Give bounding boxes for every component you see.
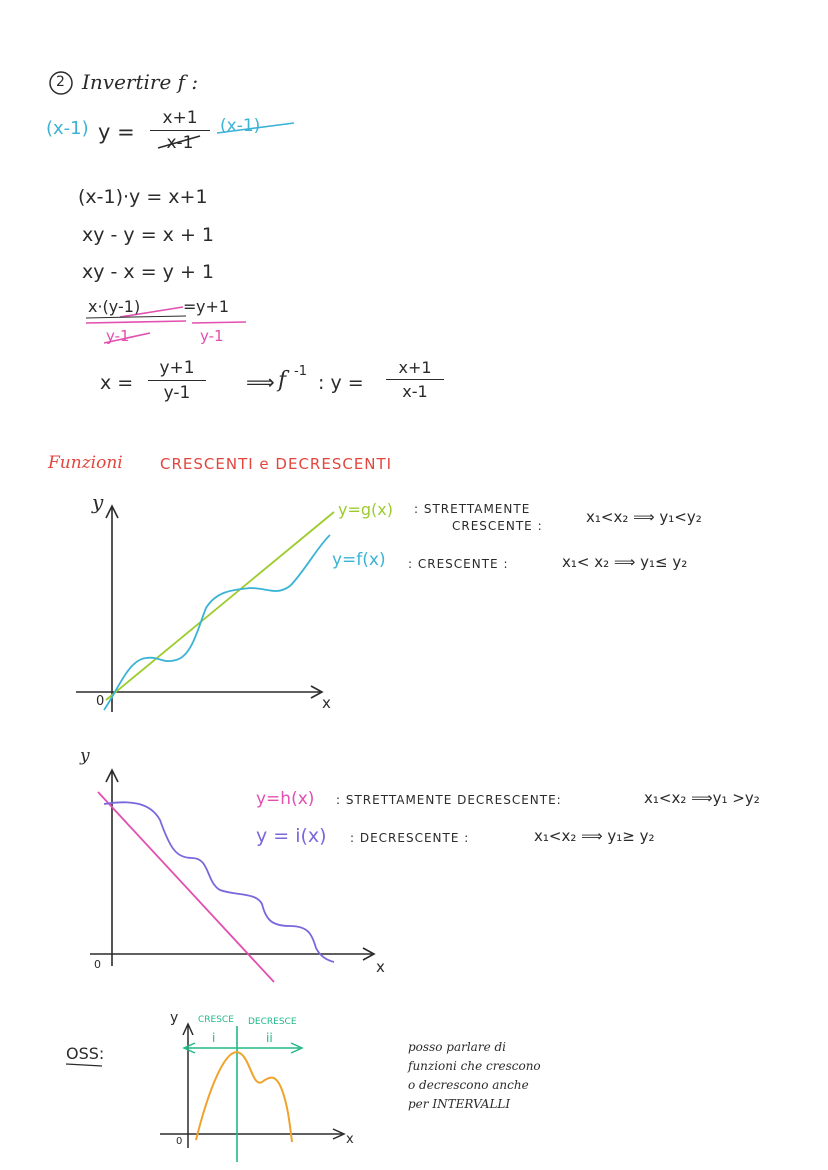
graph2-h-desc: : STRETTAMENTE DECRESCENTE: (336, 793, 562, 807)
graph1-g-label: y=g(x) (338, 500, 393, 519)
graph3-cresce-label: CRESCE (198, 1015, 234, 1025)
graph1-g-rule: x₁<x₂ ⟹ y₁<y₂ (586, 508, 702, 526)
oss-underline (66, 1064, 102, 1066)
graph1-y-label: y (92, 490, 104, 514)
step4-num-left: x·(y-1) (88, 297, 141, 316)
result-finv-sup: -1 (294, 364, 307, 379)
section2-heading-b: CRESCENTI e DECRESCENTI (160, 455, 393, 473)
result-num-1: y+1 (159, 358, 195, 378)
result-den-2: x-1 (402, 382, 428, 401)
note-line-4: per INTERVALLI (408, 1097, 511, 1111)
eq1-y: y = (98, 120, 135, 144)
result-x: x = (100, 372, 134, 394)
note-line-2: funzioni che crescono (408, 1059, 541, 1073)
graph3-origin: 0 (176, 1136, 183, 1147)
graph1-g-line (106, 512, 334, 700)
graph3-note (408, 1038, 541, 1114)
eq1-cancel-factor: (x-1) (220, 116, 261, 136)
graph2-h-label: y=h(x) (256, 789, 315, 809)
step-2: xy - y = x + 1 (82, 224, 214, 246)
graph2-y-label: y (80, 746, 90, 766)
step-1: (x-1)·y = x+1 (78, 186, 208, 208)
graph1-x-label: x (322, 694, 331, 712)
section2-heading-a: Funzioni (48, 453, 123, 473)
result-implies: ⟹ (246, 370, 275, 394)
graph2-i-label: y = i(x) (256, 825, 327, 847)
graph2-origin: 0 (94, 958, 101, 971)
step4-eq: = (183, 297, 197, 316)
step-3: xy - x = y + 1 (82, 261, 214, 283)
result-num-2: x+1 (398, 358, 432, 377)
eq1-left-factor: (x-1) (46, 118, 89, 139)
step4-den-right: y-1 (200, 327, 224, 345)
note-line-1: posso parlare di (408, 1040, 506, 1054)
graph2-h-rule: x₁<x₂ ⟹y₁ >y₂ (644, 789, 760, 807)
graph1-f-desc: : CRESCENTE : (408, 557, 509, 571)
result-colon-y: : y = (318, 372, 364, 394)
note-line-3: o decrescono anche (408, 1078, 529, 1092)
graph3-mark-ii: ii (266, 1031, 273, 1045)
graph2-i-rule: x₁<x₂ ⟹ y₁≥ y₂ (534, 827, 655, 845)
step4-num-right: y+1 (196, 297, 230, 316)
graph1-origin: 0 (96, 694, 105, 709)
graph3-mark-i: i (212, 1031, 216, 1045)
graph1-f-label: y=f(x) (332, 550, 386, 570)
result-finv: f (278, 368, 287, 393)
result-den-1: y-1 (163, 383, 191, 403)
graph1-g-desc-1: : STRETTAMENTE (414, 502, 531, 516)
graph3-decresce-label: DECRESCE (248, 1017, 297, 1027)
graph2-i-desc: : DECRESCENTE : (350, 831, 470, 845)
oss-label: OSS: (66, 1044, 105, 1063)
step4-den-left: y-1 (106, 327, 130, 345)
eq1-numerator: x+1 (162, 108, 198, 128)
graph1-g-desc-2: CRESCENTE : (452, 519, 543, 533)
graph1-f-rule: x₁< x₂ ⟹ y₁≤ y₂ (562, 553, 688, 571)
graph1-f-curve (104, 535, 330, 710)
section1-title: Invertire f : (82, 70, 199, 94)
graph3-x-label: x (346, 1132, 354, 1147)
step-number: 2 (56, 74, 65, 90)
graph3-y-label: y (170, 1010, 179, 1026)
eq1-denominator: x-1 (166, 133, 194, 153)
graph3-orange-curve (196, 1052, 292, 1142)
graph2-x-label: x (376, 958, 385, 976)
